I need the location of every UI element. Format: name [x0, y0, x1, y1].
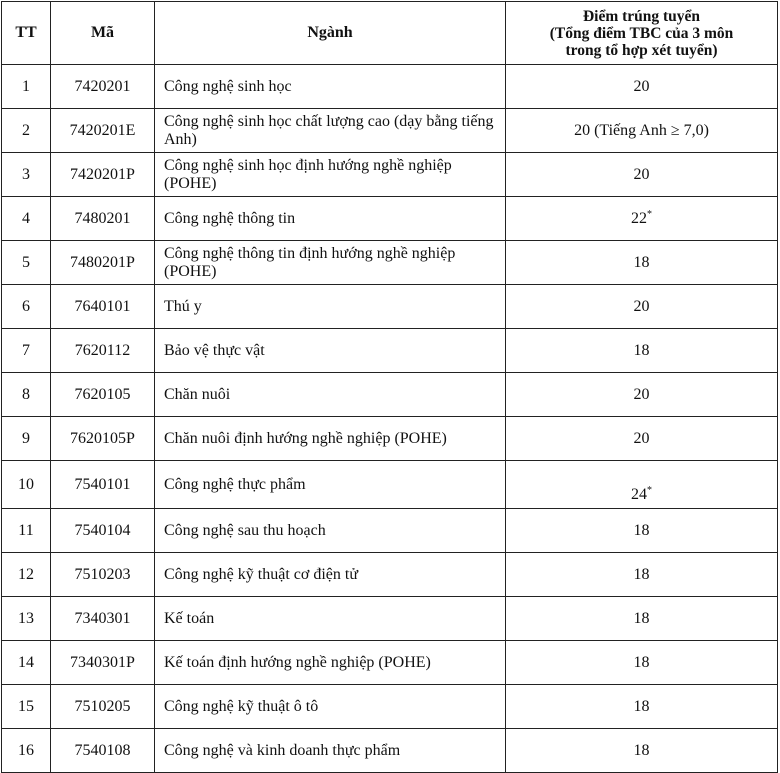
score-value: 20 (Tiếng Anh ≥ 7,0) [574, 121, 709, 139]
cell-tt: 16 [2, 729, 51, 773]
cell-diem [506, 641, 778, 685]
score-footnote-mark: * [647, 208, 652, 220]
cell-tt: 9 [2, 417, 51, 461]
table-row [2, 729, 778, 773]
cell-ma: 7540101 [51, 461, 155, 509]
cell-nganh: Công nghệ thông tin định hướng nghề nghiệp (POHE) [155, 241, 506, 285]
cell-tt: 1 [2, 65, 51, 109]
cell-tt: 7 [2, 329, 51, 373]
cell-diem [506, 553, 778, 597]
cell-tt: 10 [2, 461, 51, 509]
cell-ma: 7420201E [51, 109, 155, 153]
cell-tt: 11 [2, 509, 51, 553]
cell-ma: 7510205 [51, 685, 155, 729]
cell-tt: 5 [2, 241, 51, 285]
score-value: 18 [633, 609, 650, 627]
table-row [2, 553, 778, 597]
table-row [2, 373, 778, 417]
admission-score-table [1, 1, 778, 773]
cell-diem [506, 65, 778, 109]
cell-tt: 14 [2, 641, 51, 685]
cell-nganh: Chăn nuôi [155, 373, 506, 417]
score-value: 20 [633, 77, 650, 95]
table-header-row [2, 2, 778, 65]
cell-ma: 7340301 [51, 597, 155, 641]
cell-tt: 3 [2, 153, 51, 197]
header-tt: TT [2, 2, 51, 65]
header-diem-line2: (Tổng điểm TBC của 3 môn [549, 24, 734, 42]
cell-diem [506, 153, 778, 197]
cell-nganh: Công nghệ sinh học [155, 65, 506, 109]
cell-ma: 7480201 [51, 197, 155, 241]
table-row [2, 685, 778, 729]
cell-ma: 7340301P [51, 641, 155, 685]
table-row [2, 65, 778, 109]
cell-ma: 7540108 [51, 729, 155, 773]
header-diem-line1: Điểm trúng tuyển [582, 7, 701, 25]
cell-diem [506, 729, 778, 773]
cell-ma: 7420201 [51, 65, 155, 109]
cell-nganh: Công nghệ thông tin [155, 197, 506, 241]
cell-tt: 2 [2, 109, 51, 153]
cell-nganh: Công nghệ thực phẩm [155, 461, 506, 509]
score-value: 18 [633, 341, 650, 359]
cell-diem [506, 685, 778, 729]
cell-tt: 12 [2, 553, 51, 597]
score-value: 18 [633, 741, 650, 759]
score-value: 20 [633, 429, 650, 447]
header-diem-line3: trong tổ hợp xét tuyển) [565, 41, 718, 59]
cell-diem [506, 109, 778, 153]
cell-nganh: Công nghệ kỹ thuật cơ điện tử [155, 553, 506, 597]
table-body [2, 65, 778, 773]
score-value: 24 [631, 486, 647, 503]
cell-nganh: Công nghệ sau thu hoạch [155, 509, 506, 553]
score-value: 18 [633, 697, 650, 715]
cell-tt: 8 [2, 373, 51, 417]
header-ma: Mã [51, 2, 155, 65]
cell-nganh: Công nghệ kỹ thuật ô tô [155, 685, 506, 729]
cell-diem [506, 461, 778, 509]
table-row [2, 153, 778, 197]
cell-nganh: Công nghệ sinh học định hướng nghề nghiệp (POHE) [155, 153, 506, 197]
cell-tt: 15 [2, 685, 51, 729]
cell-ma: 7620105P [51, 417, 155, 461]
table-row [2, 241, 778, 285]
cell-ma: 7540104 [51, 509, 155, 553]
cell-ma: 7480201P [51, 241, 155, 285]
cell-nganh: Công nghệ và kinh doanh thực phẩm [155, 729, 506, 773]
cell-nganh: Chăn nuôi định hướng nghề nghiệp (POHE) [155, 417, 506, 461]
header-nganh: Ngành [155, 2, 506, 65]
table-row [2, 417, 778, 461]
table-row [2, 641, 778, 685]
cell-ma: 7510203 [51, 553, 155, 597]
cell-diem [506, 197, 778, 241]
cell-diem [506, 509, 778, 553]
cell-diem [506, 373, 778, 417]
cell-ma: 7420201P [51, 153, 155, 197]
cell-ma: 7620105 [51, 373, 155, 417]
table-row [2, 461, 778, 509]
cell-diem [506, 285, 778, 329]
cell-diem [506, 329, 778, 373]
cell-tt: 4 [2, 197, 51, 241]
cell-tt: 6 [2, 285, 51, 329]
score-value: 20 [633, 385, 650, 403]
admission-score-table-wrapper [1, 1, 777, 773]
table-row [2, 597, 778, 641]
cell-diem [506, 417, 778, 461]
cell-nganh: Thú y [155, 285, 506, 329]
score-value: 18 [633, 521, 650, 539]
cell-nganh: Kế toán [155, 597, 506, 641]
cell-ma: 7640101 [51, 285, 155, 329]
score-value: 18 [633, 565, 650, 583]
table-row [2, 509, 778, 553]
score-value: 22 [631, 209, 647, 227]
score-value: 20 [633, 297, 650, 315]
cell-ma: 7620112 [51, 329, 155, 373]
cell-nganh: Bảo vệ thực vật [155, 329, 506, 373]
cell-nganh: Kế toán định hướng nghề nghiệp (POHE) [155, 641, 506, 685]
table-row [2, 285, 778, 329]
cell-diem [506, 241, 778, 285]
score-footnote-mark: * [647, 485, 652, 496]
header-diem [506, 2, 778, 65]
cell-nganh: Công nghệ sinh học chất lượng cao (dạy bằng tiếng Anh) [155, 109, 506, 153]
cell-diem [506, 597, 778, 641]
score-value: 18 [633, 253, 650, 271]
table-row [2, 329, 778, 373]
cell-tt: 13 [2, 597, 51, 641]
table-row [2, 197, 778, 241]
score-value: 20 [633, 165, 650, 183]
table-row [2, 109, 778, 153]
score-value: 18 [633, 653, 650, 671]
